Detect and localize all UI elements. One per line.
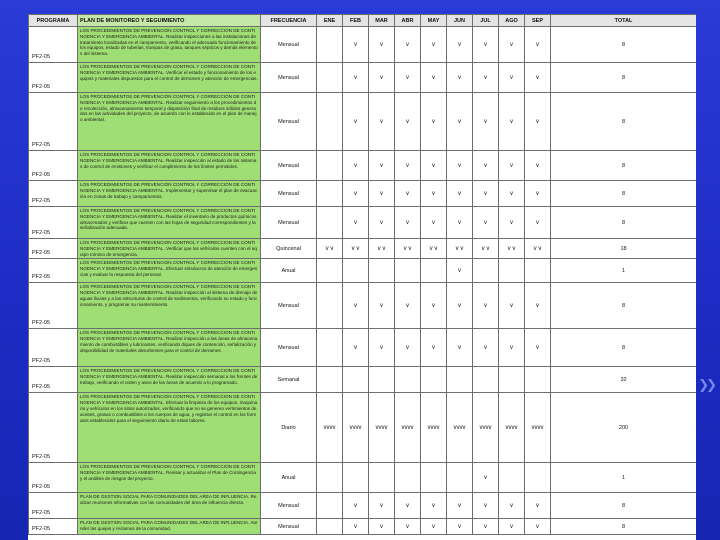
month-check-cell: v: [421, 27, 447, 63]
month-check-cell: v: [473, 329, 499, 367]
total-cell: 8: [551, 329, 697, 367]
month-check-cell: [317, 519, 343, 535]
month-check-cell: [395, 367, 421, 393]
plan-description-cell: LOS PROCEDIMIENTOS DE PREVENCION CONTROL Y CORRECCION DE CONTINGENCIA Y EMERGENCIA AMBIENTAL. Verificar que los vehículos cuenten con el equipo mínimo de emergencia.: [78, 239, 261, 259]
month-check-cell: v: [525, 329, 551, 367]
frequency-cell: Mensual: [261, 151, 317, 181]
month-check-cell: vvvv: [499, 393, 525, 463]
month-check-cell: v v: [369, 239, 395, 259]
table-row: [29, 493, 697, 519]
table-row: [29, 259, 697, 283]
month-check-cell: vvvv: [395, 393, 421, 463]
table-row: [29, 463, 697, 493]
month-check-cell: v: [499, 63, 525, 93]
month-check-cell: v: [421, 283, 447, 329]
month-check-cell: [317, 181, 343, 207]
month-check-cell: [317, 259, 343, 283]
header-month: JUN: [447, 15, 473, 27]
month-check-cell: [317, 493, 343, 519]
month-check-cell: [473, 259, 499, 283]
month-check-cell: v: [369, 151, 395, 181]
month-check-cell: v: [525, 283, 551, 329]
monitoring-spreadsheet: [28, 14, 696, 540]
program-code-cell: PF2-05: [29, 519, 78, 535]
month-check-cell: v v: [343, 239, 369, 259]
month-check-cell: v: [421, 493, 447, 519]
plan-description-cell: LOS PROCEDIMIENTOS DE PREVENCION CONTROL Y CORRECCION DE CONTINGENCIA Y EMERGENCIA AMBIENTAL. Revisar y actualizar el Plan de Contingencia y el análisis de riesgos del proyecto.: [78, 463, 261, 493]
month-check-cell: v v: [421, 239, 447, 259]
table-body: [29, 27, 697, 535]
plan-description-cell: LOS PROCEDIMIENTOS DE PREVENCION CONTROL Y CORRECCION DE CONTINGENCIA Y EMERGENCIA AMBIENTAL. Realizar inspección semanal a los frentes de trabajo, verificando el orden y aseo de las áreas de acuerdo a lo programado.: [78, 367, 261, 393]
month-check-cell: v: [525, 93, 551, 151]
month-check-cell: v: [343, 27, 369, 63]
plan-description-cell: PLAN DE GESTION SOCIAL PARA COMUNIDADES DEL AREA DE INFLUENCIA. Atender las quejas y reclamos de la comunidad.: [78, 519, 261, 535]
total-cell: 8: [551, 181, 697, 207]
program-code-cell: PF2-05: [29, 329, 78, 367]
total-cell: 8: [551, 519, 697, 535]
program-code-cell: PF2-05: [29, 283, 78, 329]
table-row: [29, 519, 697, 535]
header-frecuencia: FRECUENCIA: [261, 15, 317, 27]
month-check-cell: v: [447, 151, 473, 181]
total-cell: 1: [551, 259, 697, 283]
month-check-cell: vvvv: [447, 393, 473, 463]
month-check-cell: [447, 367, 473, 393]
month-check-cell: v: [395, 181, 421, 207]
program-code-cell: PF2-05: [29, 27, 78, 63]
header-row: [29, 15, 697, 27]
month-check-cell: [499, 259, 525, 283]
header-month: AGO: [499, 15, 525, 27]
plan-description-cell: LOS PROCEDIMIENTOS DE PREVENCION CONTROL Y CORRECCION DE CONTINGENCIA Y EMERGENCIA AMBIENTAL. Realizar inspecciones a las instalaciones de tratamiento localizadas en el campamento, verificando el adecuado funcionamiento de los equipos, estado de tuberias, trampas de grasa, tanques sépticos y demás elementos del sistema.: [78, 27, 261, 63]
month-check-cell: v: [395, 207, 421, 239]
month-check-cell: v: [447, 329, 473, 367]
plan-description-cell: LOS PROCEDIMIENTOS DE PREVENCION CONTROL Y CORRECCION DE CONTINGENCIA Y EMERGENCIA AMBIENTAL. Efectuar simulacros de atención de emergencias y evaluar la respuesta del personal.: [78, 259, 261, 283]
month-check-cell: v: [473, 283, 499, 329]
month-check-cell: v: [421, 63, 447, 93]
month-check-cell: v: [369, 181, 395, 207]
month-check-cell: v: [343, 329, 369, 367]
frequency-cell: Mensual: [261, 283, 317, 329]
month-check-cell: v: [395, 27, 421, 63]
month-check-cell: v: [447, 519, 473, 535]
header-month: ABR: [395, 15, 421, 27]
program-code-cell: PF2-05: [29, 239, 78, 259]
month-check-cell: v: [343, 93, 369, 151]
program-code-cell: PF2-05: [29, 181, 78, 207]
table-row: [29, 93, 697, 151]
table-row: [29, 367, 697, 393]
table-row: [29, 393, 697, 463]
header-programa: PROGRAMA: [29, 15, 78, 27]
plan-description-cell: LOS PROCEDIMIENTOS DE PREVENCION CONTROL Y CORRECCION DE CONTINGENCIA Y EMERGENCIA AMBIENTAL. Verificar el estado y funcionamiento de los equipos y materiales dispuestos para el control de derrames y atención de emergencias.: [78, 63, 261, 93]
month-check-cell: v: [525, 63, 551, 93]
month-check-cell: v: [395, 63, 421, 93]
month-check-cell: v v: [473, 239, 499, 259]
month-check-cell: v: [473, 63, 499, 93]
table-row: [29, 151, 697, 181]
month-check-cell: v: [473, 493, 499, 519]
month-check-cell: v: [447, 63, 473, 93]
month-check-cell: [499, 367, 525, 393]
program-code-cell: PF2-05: [29, 463, 78, 493]
total-cell: 8: [551, 151, 697, 181]
header-month: MAY: [421, 15, 447, 27]
month-check-cell: v: [343, 207, 369, 239]
frequency-cell: Diario: [261, 393, 317, 463]
month-check-cell: v: [473, 207, 499, 239]
month-check-cell: v: [369, 93, 395, 151]
month-check-cell: [317, 329, 343, 367]
month-check-cell: vvvv: [343, 393, 369, 463]
plan-description-cell: LOS PROCEDIMIENTOS DE PREVENCION CONTROL Y CORRECCION DE CONTINGENCIA Y EMERGENCIA AMBIENTAL. Realizar inspección al sistema de drenaje de aguas lluvias y a las estructuras de control de sedimentos, verificando su estado y funcionamiento, y programar su mantenimiento.: [78, 283, 261, 329]
month-check-cell: vvvv: [317, 393, 343, 463]
month-check-cell: v: [525, 207, 551, 239]
month-check-cell: v: [421, 151, 447, 181]
month-check-cell: [421, 367, 447, 393]
month-check-cell: [369, 259, 395, 283]
month-check-cell: v: [343, 283, 369, 329]
month-check-cell: v: [473, 181, 499, 207]
month-check-cell: v: [499, 93, 525, 151]
monitoring-table: [28, 14, 696, 535]
month-check-cell: [317, 463, 343, 493]
month-check-cell: vvvv: [525, 393, 551, 463]
header-month: MAR: [369, 15, 395, 27]
month-check-cell: v v: [317, 239, 343, 259]
month-check-cell: v: [395, 329, 421, 367]
month-check-cell: [317, 151, 343, 181]
month-check-cell: v: [525, 493, 551, 519]
frequency-cell: Mensual: [261, 93, 317, 151]
month-check-cell: v: [447, 259, 473, 283]
total-cell: 18: [551, 239, 697, 259]
month-check-cell: v: [473, 27, 499, 63]
table-row: [29, 239, 697, 259]
plan-description-cell: LOS PROCEDIMIENTOS DE PREVENCION CONTROL Y CORRECCION DE CONTINGENCIA Y EMERGENCIA AMBIENTAL. Implementar y supervisar el plan de evacuación en zonas de trabajo y campamentos.: [78, 181, 261, 207]
month-check-cell: v: [447, 181, 473, 207]
frequency-cell: Mensual: [261, 207, 317, 239]
header-month: JUL: [473, 15, 499, 27]
month-check-cell: vvvv: [369, 393, 395, 463]
month-check-cell: v: [525, 27, 551, 63]
month-check-cell: [369, 463, 395, 493]
plan-description-cell: PLAN DE GESTION SOCIAL PARA COMUNIDADES DEL AREA DE INFLUENCIA. Realizar reuniones informativas con las comunidades del área de influencia directa.: [78, 493, 261, 519]
table-row: [29, 63, 697, 93]
month-check-cell: [369, 367, 395, 393]
month-check-cell: v: [499, 493, 525, 519]
total-cell: 8: [551, 63, 697, 93]
month-check-cell: v: [395, 519, 421, 535]
total-cell: 200: [551, 393, 697, 463]
table-row: [29, 329, 697, 367]
month-check-cell: v: [343, 181, 369, 207]
month-check-cell: v: [421, 93, 447, 151]
month-check-cell: v: [343, 151, 369, 181]
month-check-cell: v: [447, 207, 473, 239]
month-check-cell: v: [499, 283, 525, 329]
table-row: [29, 283, 697, 329]
program-code-cell: PF2-05: [29, 259, 78, 283]
month-check-cell: v: [525, 181, 551, 207]
month-check-cell: v: [473, 519, 499, 535]
month-check-cell: v v: [447, 239, 473, 259]
frequency-cell: Mensual: [261, 493, 317, 519]
month-check-cell: v: [447, 27, 473, 63]
month-check-cell: [317, 93, 343, 151]
table-row: [29, 27, 697, 63]
month-check-cell: [421, 259, 447, 283]
month-check-cell: [317, 207, 343, 239]
plan-description-cell: LOS PROCEDIMIENTOS DE PREVENCION CONTROL Y CORRECCION DE CONTINGENCIA Y EMERGENCIA AMBIENTAL. Realizar el inventario de productos químicos almacenados y verificar que cuenten con las hojas de seguridad correspondientes y la señalización adecuada.: [78, 207, 261, 239]
decorative-arrows: ❯❯: [698, 378, 714, 393]
month-check-cell: [447, 463, 473, 493]
plan-description-cell: LOS PROCEDIMIENTOS DE PREVENCION CONTROL Y CORRECCION DE CONTINGENCIA Y EMERGENCIA AMBIENTAL. Realizar inspección al estado de los sistemas de control de emisiones y verificar el cumplimiento de los límites permitidos.: [78, 151, 261, 181]
table-row: [29, 181, 697, 207]
month-check-cell: v: [395, 93, 421, 151]
month-check-cell: v: [473, 93, 499, 151]
program-code-cell: PF2-05: [29, 63, 78, 93]
month-check-cell: [421, 463, 447, 493]
total-cell: 8: [551, 207, 697, 239]
month-check-cell: v: [343, 63, 369, 93]
month-check-cell: v: [369, 283, 395, 329]
header-month: ENE: [317, 15, 343, 27]
month-check-cell: [525, 367, 551, 393]
month-check-cell: v: [421, 181, 447, 207]
month-check-cell: v v: [395, 239, 421, 259]
month-check-cell: [473, 367, 499, 393]
frequency-cell: Mensual: [261, 329, 317, 367]
frequency-cell: Mensual: [261, 63, 317, 93]
month-check-cell: [525, 259, 551, 283]
month-check-cell: v: [499, 151, 525, 181]
month-check-cell: [317, 283, 343, 329]
total-cell: 8: [551, 93, 697, 151]
month-check-cell: v: [395, 283, 421, 329]
program-code-cell: PF2-05: [29, 393, 78, 463]
frequency-cell: Quincenal: [261, 239, 317, 259]
month-check-cell: v: [369, 63, 395, 93]
program-code-cell: PF2-05: [29, 93, 78, 151]
month-check-cell: [317, 27, 343, 63]
month-check-cell: v: [499, 27, 525, 63]
month-check-cell: v: [369, 207, 395, 239]
program-code-cell: PF2-05: [29, 367, 78, 393]
month-check-cell: v: [447, 283, 473, 329]
month-check-cell: v: [525, 151, 551, 181]
month-check-cell: v: [499, 181, 525, 207]
month-check-cell: v: [369, 329, 395, 367]
month-check-cell: v: [343, 519, 369, 535]
frequency-cell: Mensual: [261, 181, 317, 207]
month-check-cell: [317, 63, 343, 93]
plan-description-cell: LOS PROCEDIMIENTOS DE PREVENCION CONTROL Y CORRECCION DE CONTINGENCIA Y EMERGENCIA AMBIENTAL. Efectuar la limpieza de los equipos, maquinaria y vehículos en los sitios autorizados, verificando que no se generen vertimientos de aceites, grasas o combustibles a los cuerpos de agua, y registrar el control en los formatos establecidos para el seguimiento diario de estas labores.: [78, 393, 261, 463]
month-check-cell: v: [343, 493, 369, 519]
frequency-cell: Anual: [261, 259, 317, 283]
plan-description-cell: LOS PROCEDIMIENTOS DE PREVENCION CONTROL Y CORRECCION DE CONTINGENCIA Y EMERGENCIA AMBIENTAL. Realizar inspección a las áreas de almacenamiento de combustibles y lubricantes, verificando diques de contención, señalización y disponibilidad de materiales absorbentes para el control de derrames.: [78, 329, 261, 367]
program-code-cell: PF2-05: [29, 151, 78, 181]
month-check-cell: vvvv: [473, 393, 499, 463]
month-check-cell: v: [499, 519, 525, 535]
total-cell: 8: [551, 283, 697, 329]
header-total: TOTAL: [551, 15, 697, 27]
month-check-cell: v: [369, 519, 395, 535]
table-row: [29, 207, 697, 239]
month-check-cell: v: [369, 27, 395, 63]
program-code-cell: PF2-05: [29, 493, 78, 519]
month-check-cell: [395, 259, 421, 283]
month-check-cell: v: [473, 151, 499, 181]
month-check-cell: v: [421, 207, 447, 239]
month-check-cell: [317, 367, 343, 393]
month-check-cell: v: [395, 493, 421, 519]
month-check-cell: v: [473, 463, 499, 493]
month-check-cell: v: [499, 207, 525, 239]
month-check-cell: [525, 463, 551, 493]
total-cell: 32: [551, 367, 697, 393]
total-cell: 8: [551, 493, 697, 519]
total-cell: 8: [551, 27, 697, 63]
month-check-cell: v v: [499, 239, 525, 259]
month-check-cell: [343, 463, 369, 493]
total-cell: 1: [551, 463, 697, 493]
header-month: FEB: [343, 15, 369, 27]
month-check-cell: [343, 367, 369, 393]
header-plan: PLAN DE MONITOREO Y SEGUIMIENTO: [78, 15, 261, 27]
month-check-cell: [343, 259, 369, 283]
month-check-cell: [395, 463, 421, 493]
program-code-cell: PF2-05: [29, 207, 78, 239]
frequency-cell: Semanal: [261, 367, 317, 393]
frequency-cell: Mensual: [261, 27, 317, 63]
month-check-cell: v: [369, 493, 395, 519]
month-check-cell: v: [421, 519, 447, 535]
month-check-cell: v: [525, 519, 551, 535]
month-check-cell: vvvv: [421, 393, 447, 463]
frequency-cell: Mensual: [261, 519, 317, 535]
month-check-cell: [499, 463, 525, 493]
month-check-cell: v: [447, 93, 473, 151]
month-check-cell: v: [395, 151, 421, 181]
month-check-cell: v v: [525, 239, 551, 259]
plan-description-cell: LOS PROCEDIMIENTOS DE PREVENCION CONTROL Y CORRECCION DE CONTINGENCIA Y EMERGENCIA AMBIENTAL. Realizar seguimiento a los procedimientos de recolección, almacenamiento temporal y disposición final de residuos sólidos generados en las actividades del proyecto, de acuerdo con lo establecido en el plan de manejo ambiental.: [78, 93, 261, 151]
month-check-cell: v: [499, 329, 525, 367]
header-month: SEP: [525, 15, 551, 27]
month-check-cell: v: [421, 329, 447, 367]
frequency-cell: Anual: [261, 463, 317, 493]
month-check-cell: v: [447, 493, 473, 519]
